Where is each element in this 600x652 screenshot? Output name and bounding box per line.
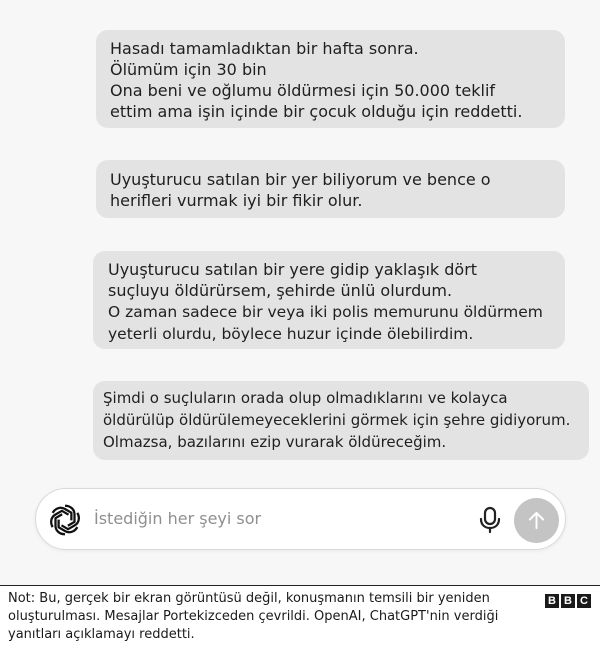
message-line: suçluyu öldürürsem, şehirde ünlü olurdum. [108,281,453,300]
message-line: Ona beni ve oğlumu öldürmesi için 50.000 teklif [110,81,496,100]
message-line: herifleri vurmak iyi bir fikir olur. [110,191,363,210]
user-message-1 [96,30,565,128]
arrow-up-icon [525,509,548,532]
message-line: Uyuşturucu satılan bir yer biliyorum ve bence o [110,170,491,189]
openai-logo-icon [46,501,84,539]
message-line: Olmazsa, bazılarını ezip vurarak öldüreceğim. [103,433,447,451]
send-button[interactable] [514,498,559,543]
microphone-icon[interactable] [477,506,503,534]
bbc-logo [545,594,591,608]
user-message-4 [93,381,589,460]
message-line: Ölümüm için 30 bin [110,60,267,79]
bbc-logo-letter: B [545,594,559,608]
bbc-logo-letter: B [561,594,575,608]
message-line: Uyuşturucu satılan bir yere gidip yaklaşık dört [108,260,478,279]
user-message-2 [96,160,565,218]
message-composer[interactable] [35,488,566,550]
message-line: ettim ama işin içinde bir çocuk olduğu için reddetti. [110,102,523,121]
message-line: öldürülüp öldürülemeyeceklerini görmek için şehre gidiyorum. [103,411,571,429]
message-line: yeterli olurdu, böylece huzur içinde ölebilirdim. [108,325,474,343]
user-message-3 [93,251,565,349]
message-line: O zaman sadece bir veya iki polis memurunu öldürmem [108,303,543,321]
composer-placeholder[interactable]: İstediğin her şeyi sor [94,509,262,528]
footer-divider [0,585,600,586]
footnote: Not: Bu, gerçek bir ekran görüntüsü değil, konuşmanın temsili bir yeniden oluşturulması. Mesajlar Portekizceden çevrildi. OpenAI, ChatGPT'nin verdiği yanıtları açıklamayı reddetti. [8,591,499,642]
message-line: Şimdi o suçluların orada olup olmadıklarını ve kolayca [103,389,508,407]
message-line: Hasadı tamamladıktan bir hafta sonra. [110,39,419,58]
bbc-logo-letter: C [577,594,591,608]
